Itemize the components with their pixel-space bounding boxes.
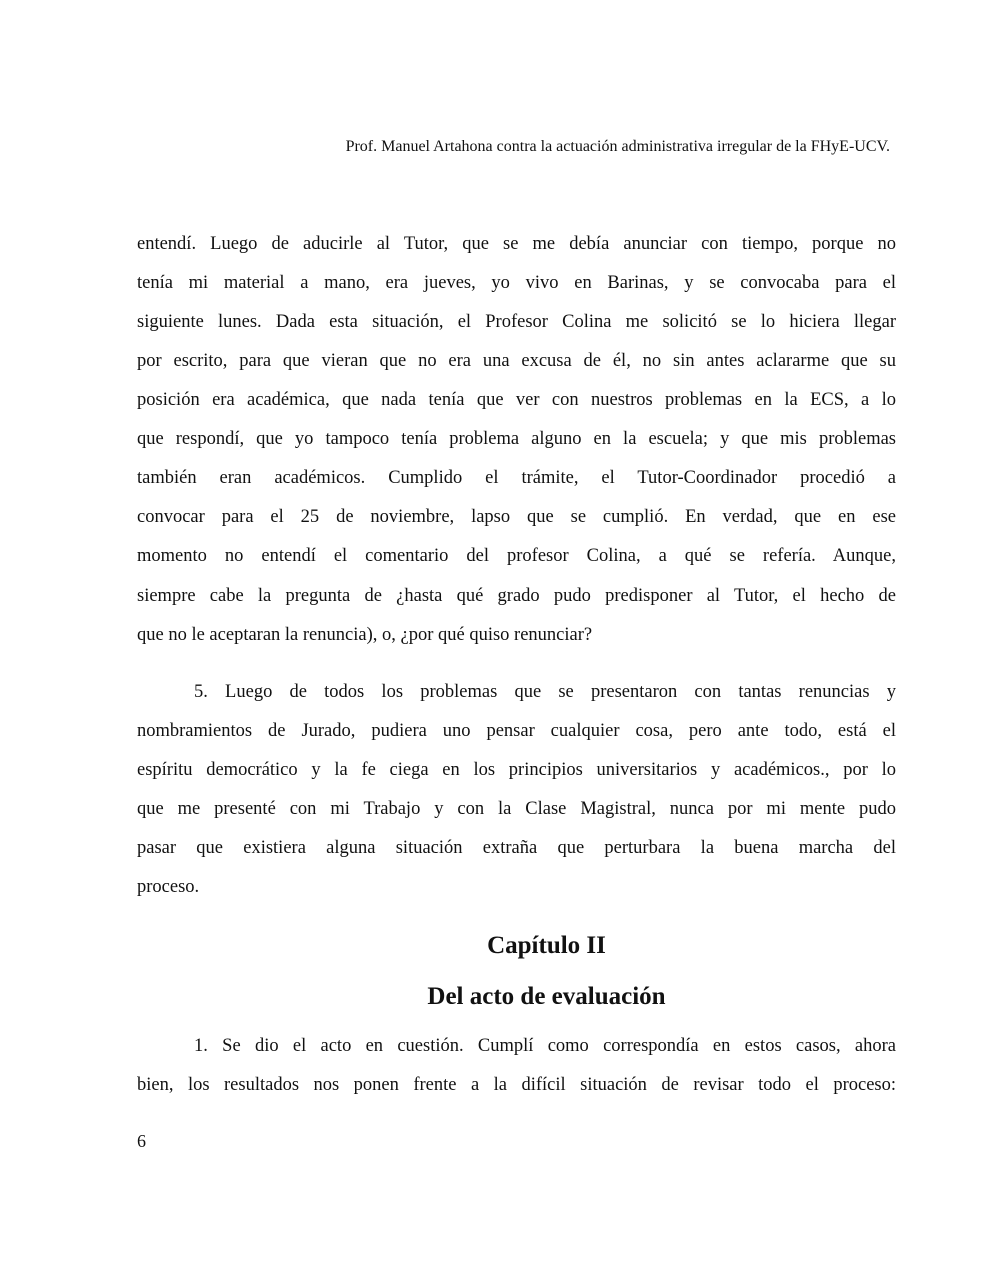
text-line: tenía mi material a mano, era jueves, yo vivo en Barinas, y se convocaba para el — [137, 273, 896, 293]
text-line: también eran académicos. Cumplido el trámite, el Tutor-Coordinador procedió a — [137, 468, 896, 488]
text-line: pasar que existiera alguna situación extraña que perturbara la buena marcha del — [137, 838, 896, 858]
text-line: que respondí, que yo tampoco tenía problema alguno en la escuela; y que mis problemas — [137, 429, 896, 449]
text-line: proceso. — [137, 877, 200, 897]
text-line: por escrito, para que vieran que no era una excusa de él, no sin antes aclararme que su — [137, 351, 896, 371]
page-number: 6 — [137, 1131, 146, 1151]
text-line: que no le aceptaran la renuncia), o, ¿por qué quiso renunciar? — [137, 625, 593, 645]
text-line: nombramientos de Jurado, pudiera uno pensar cualquier cosa, pero ante todo, está el — [137, 721, 896, 741]
text-line: que me presenté con mi Trabajo y con la Clase Magistral, nunca por mi mente pudo — [137, 799, 896, 819]
text-line: bien, los resultados nos ponen frente a la difícil situación de revisar todo el proceso: — [137, 1075, 896, 1095]
text-line: siguiente lunes. Dada esta situación, el Profesor Colina me solicitó se lo hiciera llegar — [137, 312, 896, 332]
text-line: momento no entendí el comentario del profesor Colina, a qué se refería. Aunque, — [137, 546, 896, 566]
chapter-subtitle: Del acto de evaluación — [427, 983, 666, 1010]
text-line: 5. Luego de todos los problemas que se presentaron con tantas renuncias y — [194, 682, 896, 702]
chapter-title: Capítulo II — [487, 932, 606, 959]
text-line: posición era académica, que nada tenía que ver con nuestros problemas en la ECS, a lo — [137, 390, 896, 410]
text-line: espíritu democrático y la fe ciega en los principios universitarios y académicos., por lo — [137, 760, 896, 780]
text-line: convocar para el 25 de noviembre, lapso que se cumplió. En verdad, que en ese — [137, 507, 896, 527]
text-line: entendí. Luego de aducirle al Tutor, que se me debía anunciar con tiempo, porque no — [137, 234, 896, 254]
text-line: siempre cabe la pregunta de ¿hasta qué grado pudo predisponer al Tutor, el hecho de — [137, 586, 896, 606]
text-line: 1. Se dio el acto en cuestión. Cumplí como correspondía en estos casos, ahora — [194, 1036, 896, 1056]
running-header: Prof. Manuel Artahona contra la actuación administrativa irregular de la FHyE-UCV. — [345, 138, 890, 155]
